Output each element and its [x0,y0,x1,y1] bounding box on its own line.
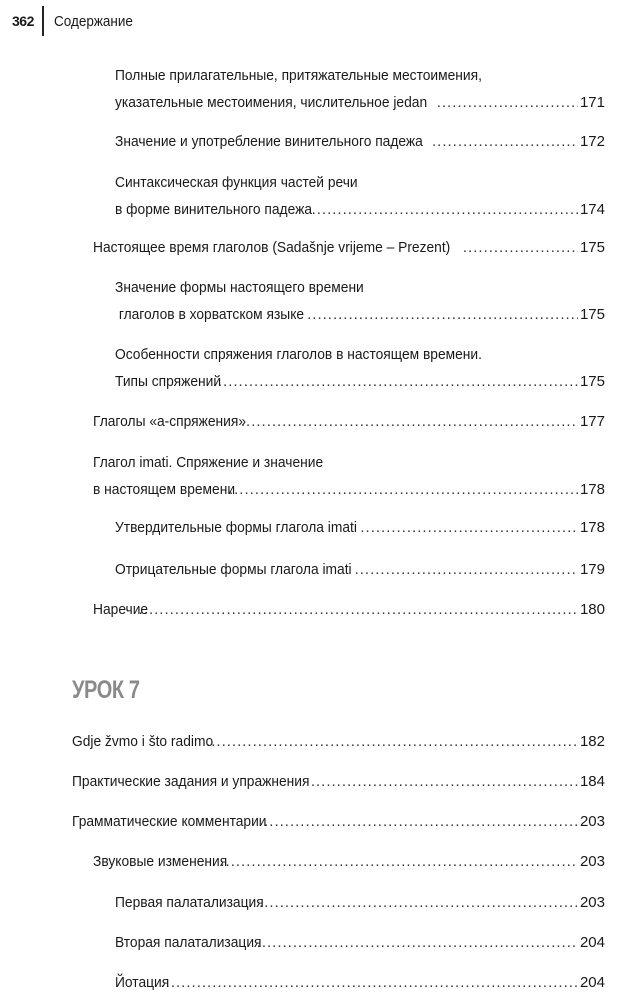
toc-entry-title: Йотация [115,974,174,991]
dot-leader [264,808,578,835]
toc-page-number: 204 [579,934,605,951]
dot-leader [307,301,578,328]
toc-entry-title: в форме винительного падежа [115,201,313,218]
toc-entry[interactable] [93,449,605,503]
toc-page-number: 179 [579,561,605,578]
toc-entry-title: в настоящем времени [93,481,236,498]
toc-entry-title: Первая палатализация [115,894,264,911]
toc-entry[interactable] [115,929,605,956]
toc-entry[interactable] [115,62,605,116]
dot-leader [213,368,578,395]
toc-entry-title: глаголов в хорватском языке [115,306,308,323]
toc-page-number: 178 [579,519,605,536]
dot-leader [161,969,578,996]
toc-entry-title: Грамматические комментарии [72,813,267,830]
toc-entry[interactable] [115,128,605,155]
dot-leader [206,728,578,755]
toc-page-number: 175 [579,373,605,390]
toc-page-number: 174 [579,201,605,218]
toc-entry[interactable] [115,274,605,328]
toc-page-number: 177 [579,413,605,430]
toc-page-number: 182 [579,733,605,750]
toc-entry[interactable] [93,408,605,435]
dot-leader [463,234,578,261]
toc-entry-title: Значение и употребление винительного падежа [115,133,423,150]
toc-page-number: 175 [579,306,605,323]
toc-entry[interactable] [115,341,605,395]
toc-entry-title: Особенности спряжения глаголов в настоящем времени. [115,346,482,363]
toc-entry[interactable] [93,596,605,623]
dot-leader [355,556,578,583]
toc-entry-title: Вторая палатализация [115,934,262,951]
toc-entry-title: Значение формы настоящего времени [115,279,364,296]
toc-entry-title: Полные прилагательные, притяжательные местоимения, [115,67,482,84]
toc-entry-title: Отрицательные формы глагола imati [115,561,352,578]
toc-page-number: 204 [579,974,605,991]
toc-entry-title: Gdje žvmo i što radimo [72,733,214,750]
toc-entry-title: Глагол imati. Спряжение и значение [93,454,324,471]
toc-entry-title: Наречие [93,601,152,618]
running-header [12,6,142,36]
toc-entry-title: Практические задания и упражнения [72,773,310,790]
toc-entry-title: Утвердительные формы глагола imati [115,519,357,536]
lesson-heading: УРОК 7 [72,676,140,704]
toc-page-number: 178 [579,481,605,498]
toc-entry[interactable] [115,969,605,996]
toc-page-number: 171 [579,94,605,111]
dot-leader [311,768,578,795]
toc-entry[interactable] [93,848,605,875]
toc-entry[interactable] [115,169,605,223]
toc-entry[interactable] [72,728,605,755]
header-divider [42,6,44,36]
toc-entry[interactable] [115,514,605,541]
toc-page-number: 184 [579,773,605,790]
toc-page-number: 172 [579,133,605,150]
toc-page-number: 203 [579,853,605,870]
toc-entry-title: Глаголы «а-спряжения» [93,413,247,430]
toc-entry-title: указательные местоимения, числительное jedan [115,94,428,111]
toc-entry-title: Типы спряжений [115,373,222,390]
page-number: 362 [12,13,34,29]
toc-page-number: 180 [579,601,605,618]
toc-entry-title: Настоящее время глаголов (Sadašnje vrijeme – Prezent) [93,239,451,256]
dot-leader [360,514,578,541]
toc-entry-title: Синтаксическая функция частей речи [115,174,358,191]
dot-leader [220,848,578,875]
toc-entry-title: Звуковые изменения [93,853,228,870]
toc-entry[interactable] [72,808,605,835]
dot-leader [259,889,578,916]
toc-entry[interactable] [72,768,605,795]
toc-page-number: 203 [579,813,605,830]
toc-page-number: 175 [579,239,605,256]
dot-leader [241,408,578,435]
toc-page-number: 203 [579,894,605,911]
toc-entry[interactable] [115,556,605,583]
header-title: Содержание [53,12,133,30]
dot-leader [312,196,578,223]
dot-leader [437,89,578,116]
dot-leader [257,929,578,956]
dot-leader [139,596,578,623]
dot-leader [229,476,578,503]
toc-entry[interactable] [115,889,605,916]
toc-entry[interactable] [93,234,605,261]
dot-leader [432,128,578,155]
